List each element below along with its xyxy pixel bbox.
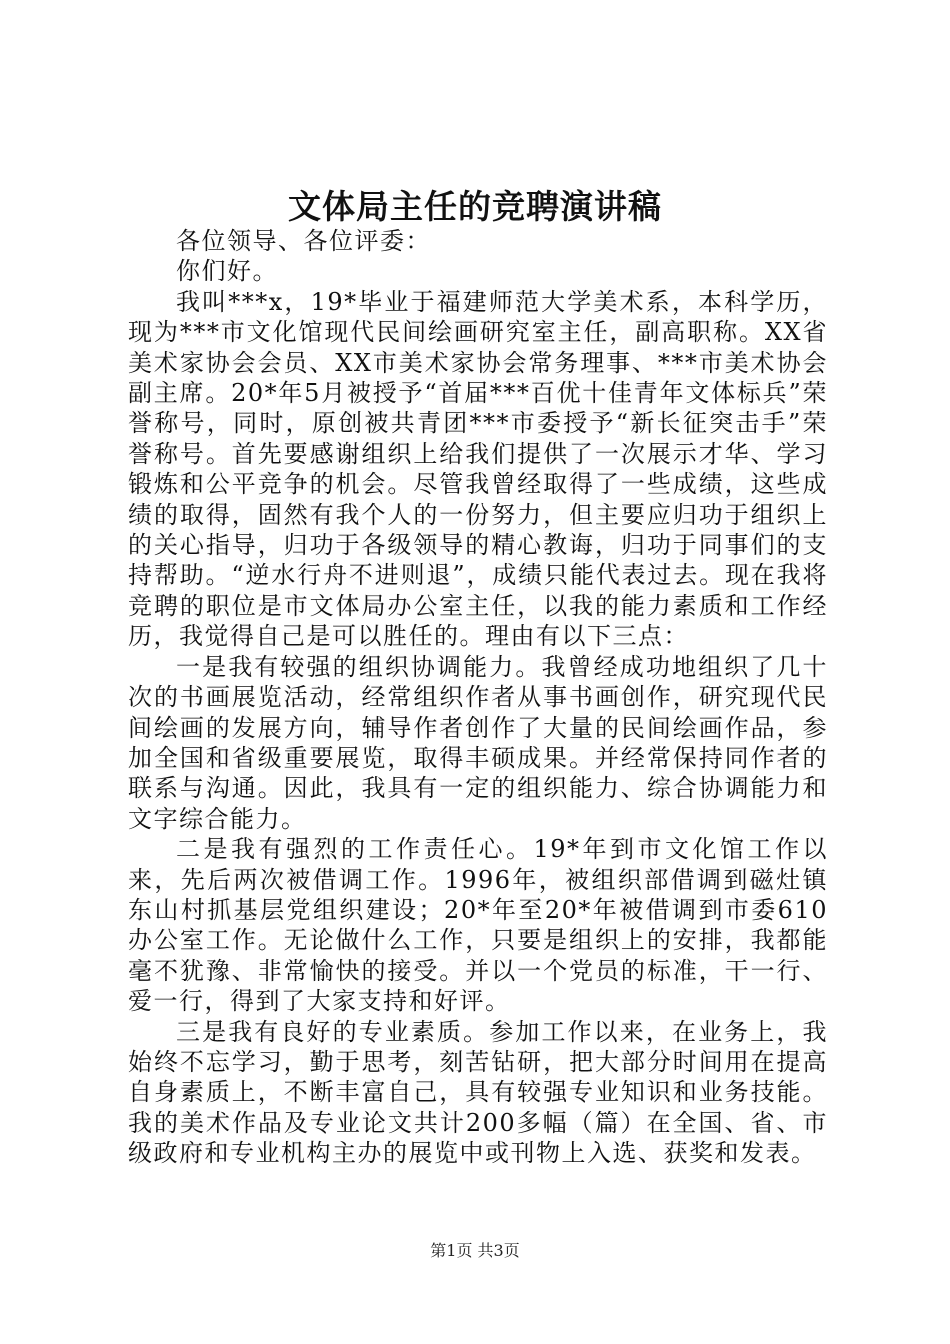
paragraph-point-one: 一是我有较强的组织协调能力。我曾经成功地组织了几十次的书画展览活动，经常组织作者从事书画创作，研究现代民间绘画的发展方向，辅导作者创作了大量的民间绘画作品，参加全国和省级重要展览，取得丰硕成果。并经常保持同作者的联系与沟通。因此，我具有一定的组织能力、综合协调能力和文字综合能力。 (128, 652, 828, 833)
paragraph-greeting: 你们好。 (176, 257, 278, 286)
page-number-footer: 第1页 共3页 (430, 1241, 520, 1260)
paragraph-salutation: 各位领导、各位评委： (176, 227, 431, 255)
paragraph-point-two: 二是我有强烈的工作责任心。19*年到市文化馆工作以来，先后两次被借调工作。1996年，被组织部借调到磁灶镇东山村抓基层党组织建设；20*年至20*年被借调到市委610办公室工作。无论做什么工作，只要是组织上的安排，我都能毫不犹豫、非常愉快的接受。并以一个党员的标准，干一行、爱一行，得到了大家支持和好评。 (128, 835, 828, 1016)
paragraph-introduction: 我叫***x，19*毕业于福建师范大学美术系，本科学历，现为***市文化馆现代民间绘画研究室主任，副高职称。XX省美术家协会会员、XX市美术家协会常务理事、***市美术协会副主席。20*年5月被授予“首届***百优十佳青年文体标兵”荣誉称号，同时，原创被共青团***市委授予“新长征突击手”荣誉称号。首先要感谢组织上给我们提供了一次展示才华、学习锻炼和公平竞争的机会。尽管我曾经取得了一些成绩，这些成绩的取得，固然有我个人的一份努力，但主要应归功于组织上的关心指导，归功于各级领导的精心教诲，归功于同事们的支持帮助。“逆水行舟不进则退”，成绩只能代表过去。现在我将竞聘的职位是市文体局办公室主任，以我的能力素质和工作经历，我觉得自己是可以胜任的。理由有以下三点： (128, 287, 828, 651)
document-body (128, 226, 828, 1169)
paragraph-point-three: 三是我有良好的专业素质。参加工作以来，在业务上，我始终不忘学习，勤于思考，刻苦钻研，把大部分时间用在提高自身素质上，不断丰富自己，具有较强专业知识和业务技能。我的美术作品及专业论文共计200多幅（篇）在全国、省、市级政府和专业机构主办的展览中或刊物上入选、获奖和发表。 (128, 1017, 828, 1168)
document-title: 文体局主任的竞聘演讲稿 (288, 187, 662, 226)
